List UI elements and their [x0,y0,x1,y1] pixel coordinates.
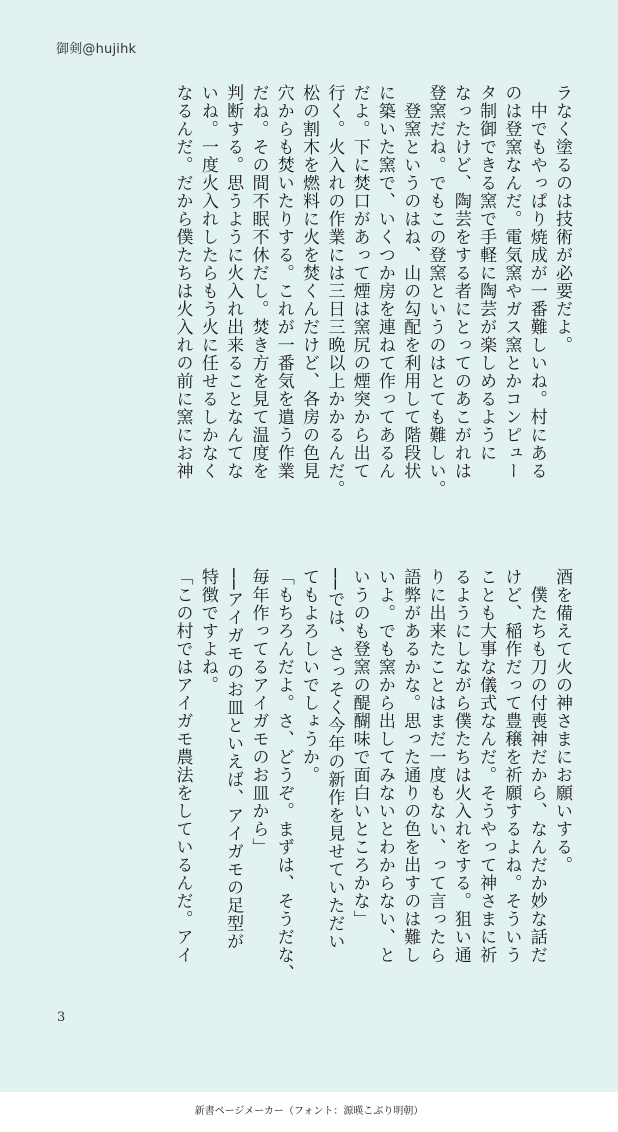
text-line: なるんだ。だから僕たちは火入れの前に窯にお神 [172,84,193,480]
text-line: 僕たちも刀の付喪神だから、なんだか妙な話だ [526,568,547,964]
text-line: いね。一度火入れしたらもう火に任せるしかなく [197,84,218,480]
text-line: 毎年作ってるアイガモのお皿から」 [248,568,269,856]
text-line: 「もちろんだよ。さ、どうぞ。まずは、そうだな、 [273,568,294,982]
text-line: ラなく塗るのは技術が必要だよ。 [552,84,572,354]
text-line: けど、稲作だって豊穣を祈願するよね。そういう [501,568,522,964]
text-line: いうのも登窯の醍醐味で面白いところかな」 [349,568,370,928]
text-line: 特徴ですよね。 [197,568,218,694]
text-line: 行く。火入れの作業には三日三晩以上かかるんだ。 [324,84,345,498]
text-line: 登窯というのはね、山の勾配を利用して階段状 [400,84,421,480]
text-line: ──では、さっそく今年の新作を見せていただい [324,568,345,951]
text-line: 「この村ではアイガモ農法をしているんだ。アイ [172,568,193,964]
text-line: 松の割木を燃料に火を焚くんだけど、各房の色見 [299,84,320,480]
text-line: 登窯だね。でもこの登窯というのはとても難しい。 [425,84,446,498]
text-line: てもよろしいでしょうか。 [299,568,320,784]
page-number: 3 [57,1010,66,1025]
text-line: 酒を備えて火の神さまにお願いする。 [552,568,572,874]
text-line: 穴からも焚いたりする。これが一番気を遣う作業 [273,84,294,480]
text-line: るようにしながら僕たちは火入れをする。狙い通 [450,568,471,964]
text-line: だね。その間不眠不休だし。焚き方を見て温度を [248,84,269,480]
text-line: りに出来たことはまだ一度もない、って言ったら [425,568,446,964]
author-handle: 御剣@hujihk [56,42,137,57]
text-line: ──アイガモのお皿といえば、アイガモの足型が [223,568,244,951]
text-line: に築いた窯で、いくつか房を連ねて作ってあるん [374,84,395,480]
text-line: 中でもやっぱり焼成が一番難しいね。村にある [526,84,547,480]
text-block-top [34,84,574,524]
text-line: 語弊があるかな。思った通りの色を出すのは難し [400,568,421,964]
footer-credit: 新書ページメーカー（フォント：源暎こぶり明朝） [0,1092,618,1132]
text-line: だよ。下に焚口があって煙は窯尻の煙突から出て [349,84,370,480]
text-line: タ制御できる窯で手軽に陶芸が楽しめるように [476,84,497,462]
text-line: のは登窯なんだ。電気窯やガス窯とかコンピュー [501,84,522,480]
text-block-bottom [34,568,574,1008]
text-line: 判断する。思うように火入れ出来ることなんてな [223,84,244,480]
text-line: ことも大事な儀式なんだ。そうやって神さまに祈 [476,568,497,964]
text-line: なったけど、陶芸をする者にとってのあこがれは [450,84,471,480]
text-line: いよ。でも窯から出してみないとわからない、と [374,568,395,964]
